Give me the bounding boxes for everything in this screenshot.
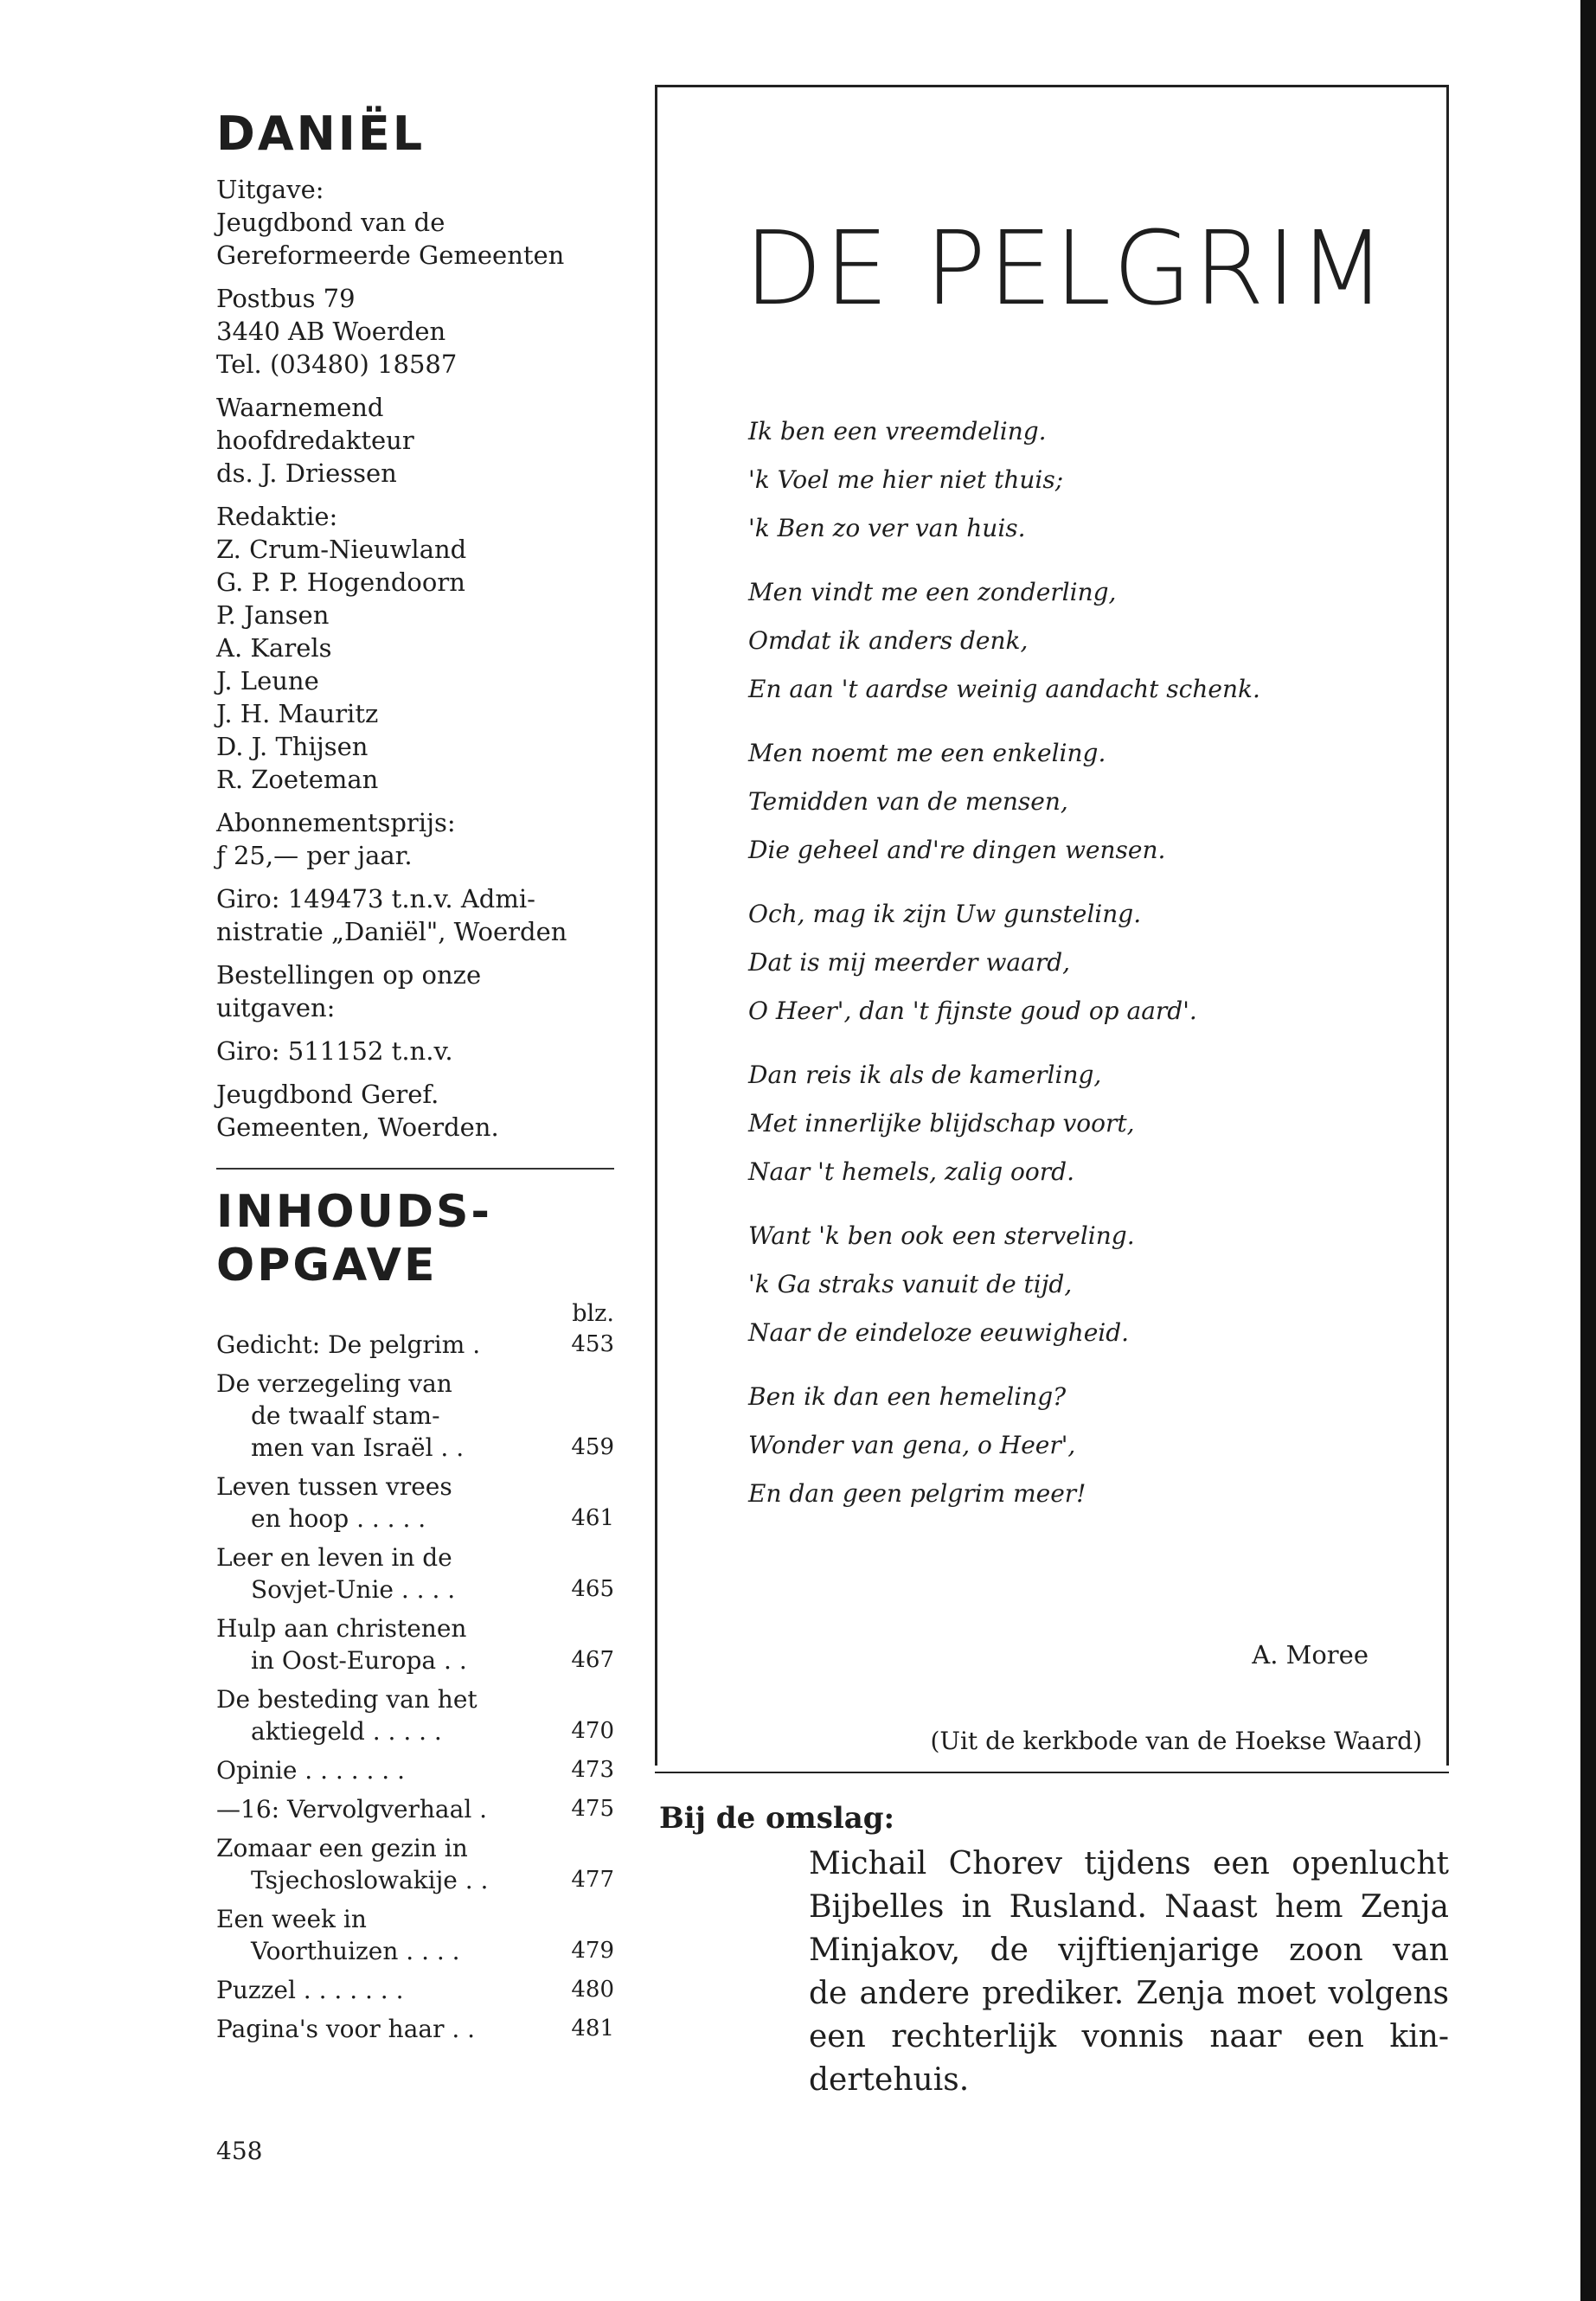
toc-entry-text: Opinie . . . . . . . (216, 1756, 405, 1785)
toc-entry-line (216, 1329, 614, 1361)
toc-entry-text: aktiegeld . . . . . (251, 1717, 442, 1747)
toc-entry-line (216, 1471, 614, 1503)
poem-box (655, 85, 1449, 1766)
toc-entry-text: —16: Vervolgverhaal . (216, 1795, 488, 1824)
toc-entry-text: Puzzel . . . . . . . (216, 1976, 404, 2005)
toc-entry-text: Zomaar een gezin in (216, 1834, 468, 1863)
poem-line: 'k Ga straks vanuit de tijd, (748, 1270, 1073, 1298)
toc-entry-text: Gedicht: De pelgrim . (216, 1330, 481, 1360)
poem-line: En aan 't aardse weinig aandacht schenk. (748, 675, 1260, 703)
toc-entry-line (216, 1612, 614, 1644)
toc-entry-page: 470 (571, 1718, 614, 1745)
poem-line: Naar de eindeloze eeuwigheid. (748, 1318, 1130, 1347)
toc-entry-line (216, 2013, 614, 2045)
toc-entry (216, 1793, 614, 1825)
publisher-line: Jeugdbond van de (216, 208, 445, 238)
poem-title: DE PELGRIM (744, 208, 1388, 328)
toc-entry-text: Een week in (216, 1905, 367, 1934)
subscription-line: ƒ 25,— per jaar. (216, 841, 413, 871)
editor-line: Waarnemend (216, 393, 384, 423)
poem-author: A. Moree (1252, 1640, 1368, 1670)
editorial-line: Z. Crum-Nieuwland (216, 535, 467, 565)
poem-stanza (748, 1051, 1432, 1196)
toc-entry (216, 2013, 614, 2045)
toc-entry-text: Voorthuizen . . . . (251, 1937, 460, 1966)
editorial-line: G. P. P. Hogendoorn (216, 567, 465, 598)
giro-admin-line: nistratie „Daniël", Woerden (216, 917, 567, 947)
poem-stanza (748, 1212, 1432, 1357)
toc-entry-line (216, 1832, 614, 1864)
address-line: Tel. (03480) 18587 (216, 349, 458, 380)
poem-line: 'k Voel me hier niet thuis; (748, 465, 1064, 494)
toc-entry (216, 1541, 614, 1606)
poem-stanza (748, 407, 1432, 553)
toc-entry-text: Leer en leven in de (216, 1543, 452, 1573)
orders-line: uitgaven: (216, 993, 336, 1023)
poem-line: Met innerlijke blijdschap voort, (748, 1109, 1135, 1138)
giro-orders-line: Giro: 511152 t.n.v. (216, 1036, 453, 1067)
toc-entry (216, 1683, 614, 1747)
toc-entry (216, 1329, 614, 1361)
poem-line: Ben ik dan een hemeling? (748, 1382, 1067, 1411)
giro-admin-line: Giro: 149473 t.n.v. Admi- (216, 884, 535, 914)
scan-edge (1580, 0, 1596, 2301)
giro-admin-block (216, 882, 623, 948)
toc-entry-page: 453 (571, 1331, 614, 1358)
toc-entry (216, 1612, 614, 1676)
editor-line: hoofdredakteur (216, 426, 414, 456)
toc-entry-line (216, 1574, 614, 1606)
poem-line: Dan reis ik als de kamerling, (748, 1061, 1102, 1089)
toc-entry-page: 467 (571, 1647, 614, 1674)
toc-title (216, 1185, 623, 1292)
address-line: Postbus 79 (216, 284, 356, 314)
poem-source: (Uit de kerkbode van de Hoekse Waard) (930, 1727, 1422, 1755)
poem-stanza (748, 568, 1432, 714)
subscription-line: Abonnementsprijs: (216, 808, 456, 838)
editorial-line: R. Zoeteman (216, 765, 379, 795)
poem-stanza (748, 890, 1432, 1035)
toc-entry-line (216, 1432, 614, 1464)
editor-block (216, 391, 623, 490)
toc-entry-text: De besteding van het (216, 1685, 478, 1715)
toc-entry-line (216, 1683, 614, 1715)
toc-entry-text: men van Israël . . (251, 1433, 465, 1463)
toc-entry-page: 479 (571, 1938, 614, 1965)
toc-entry (216, 1471, 614, 1535)
giro-orders-block (216, 1035, 623, 1067)
toc-entry-page: 475 (571, 1796, 614, 1823)
cover-heading: Bij de omslag: (659, 1801, 895, 1836)
poem-line: Men vindt me een zonderling, (748, 578, 1117, 606)
poem-line: Dat is mij meerder waard, (748, 948, 1071, 977)
toc-entry-line (216, 1541, 614, 1574)
poem-line: Naar 't hemels, zalig oord. (748, 1157, 1074, 1186)
toc-entry-text: in Oost-Europa . . (251, 1646, 467, 1676)
toc-entry-line (216, 1864, 614, 1896)
editorial-block (216, 500, 623, 796)
toc-list (216, 1329, 623, 2045)
bond-line: Jeugdbond Geref. (216, 1080, 439, 1110)
cover-caption-line: een rechterlijk vonnis naar een kin- (809, 2019, 1449, 2054)
left-column (216, 108, 623, 2052)
publisher-block (216, 173, 623, 272)
editorial-line: A. Karels (216, 633, 332, 663)
toc-entry-page: 481 (571, 2016, 614, 2042)
poem-stanza (748, 729, 1432, 875)
toc-entry-line (216, 1400, 614, 1432)
toc-page-header: blz. (572, 1300, 614, 1328)
toc-entry-page: 477 (571, 1867, 614, 1894)
toc-entry-page: 465 (571, 1576, 614, 1603)
poem-line: Men noemt me een enkeling. (748, 739, 1106, 767)
subscription-block (216, 806, 623, 872)
toc-entry-text: en hoop . . . . . (251, 1504, 426, 1534)
toc-entry-line (216, 1974, 614, 2006)
toc-entry-text: Leven tussen vrees (216, 1472, 452, 1502)
toc-entry-text: Sovjet-Unie . . . . (251, 1575, 456, 1605)
editorial-line: D. J. Thijsen (216, 732, 369, 762)
toc-entry-text: Hulp aan christenen (216, 1614, 467, 1644)
toc-entry-line (216, 1644, 614, 1676)
poem-line: En dan geen pelgrim meer! (748, 1479, 1086, 1508)
toc-entry-line (216, 1715, 614, 1747)
poem-line: Die geheel and're dingen wensen. (748, 836, 1166, 864)
toc-entry-page: 461 (571, 1505, 614, 1532)
address-block (216, 282, 623, 381)
publisher-line: Gereformeerde Gemeenten (216, 240, 565, 271)
cover-caption-line: Minjakov, de vijftienjarige zoon van (809, 1932, 1449, 1968)
editorial-line: Redaktie: (216, 502, 338, 532)
cover-caption (809, 1843, 1449, 2102)
toc-title-line: INHOUDS- (216, 1186, 493, 1239)
poem-line: Omdat ik anders denk, (748, 626, 1029, 655)
toc-entry-text: De verzegeling van (216, 1369, 452, 1399)
poem-box-bottom-rule (655, 1772, 1449, 1773)
editorial-line: P. Jansen (216, 600, 330, 631)
poem-line: 'k Ben zo ver van huis. (748, 514, 1026, 542)
cover-caption-line: Bijbelles in Rusland. Naast hem Zenja (809, 1889, 1449, 1925)
toc-entry-line (216, 1903, 614, 1935)
editor-line: ds. J. Driessen (216, 458, 397, 489)
toc-entry-line (216, 1368, 614, 1400)
toc-entry-text: de twaalf stam- (251, 1401, 440, 1431)
poem-stanza (748, 1373, 1432, 1518)
editorial-line: J. Leune (216, 666, 319, 696)
address-line: 3440 AB Woerden (216, 317, 446, 347)
toc-entry-page: 473 (571, 1757, 614, 1784)
poem-line: Temidden van de mensen, (748, 787, 1068, 816)
poem-stanzas (748, 407, 1432, 1534)
orders-line: Bestellingen op onze (216, 960, 482, 990)
poem-line: O Heer', dan 't fijnste goud op aard'. (748, 997, 1197, 1025)
magazine-title: DANIËL (216, 106, 426, 161)
publisher-line: Uitgave: (216, 175, 324, 205)
bond-line: Gemeenten, Woerden. (216, 1112, 499, 1143)
section-divider (216, 1168, 614, 1170)
toc-entry (216, 1903, 614, 1967)
poem-line: Och, mag ik zijn Uw gunsteling. (748, 900, 1142, 928)
orders-block (216, 958, 623, 1024)
poem-line: Ik ben een vreemdeling. (748, 417, 1047, 445)
poem-line: Wonder van gena, o Heer', (748, 1431, 1076, 1459)
toc-entry-line (216, 1754, 614, 1786)
bond-block (216, 1078, 623, 1144)
toc-title-line: OPGAVE (216, 1240, 438, 1292)
page-number: 458 (216, 2137, 263, 2165)
toc-entry-line (216, 1793, 614, 1825)
toc-entry-text: Tsjechoslowakije . . (251, 1866, 489, 1895)
toc-entry (216, 1368, 614, 1464)
cover-caption-line: dertehuis. (809, 2062, 970, 2098)
poem-line: Want 'k ben ook een sterveling. (748, 1221, 1135, 1250)
toc-entry-text: Pagina's voor haar . . (216, 2015, 476, 2044)
editorial-line: J. H. Mauritz (216, 699, 379, 729)
toc-entry-page: 480 (571, 1977, 614, 2003)
cover-caption-line: de andere prediker. Zenja moet volgens (809, 1976, 1449, 2011)
toc-entry (216, 1974, 614, 2006)
toc-entry-line (216, 1503, 614, 1535)
toc-entry-line (216, 1935, 614, 1967)
toc-entry (216, 1832, 614, 1896)
toc-entry-page: 459 (571, 1434, 614, 1461)
cover-caption-line: Michail Chorev tijdens een openlucht (809, 1846, 1449, 1881)
toc-entry (216, 1754, 614, 1786)
